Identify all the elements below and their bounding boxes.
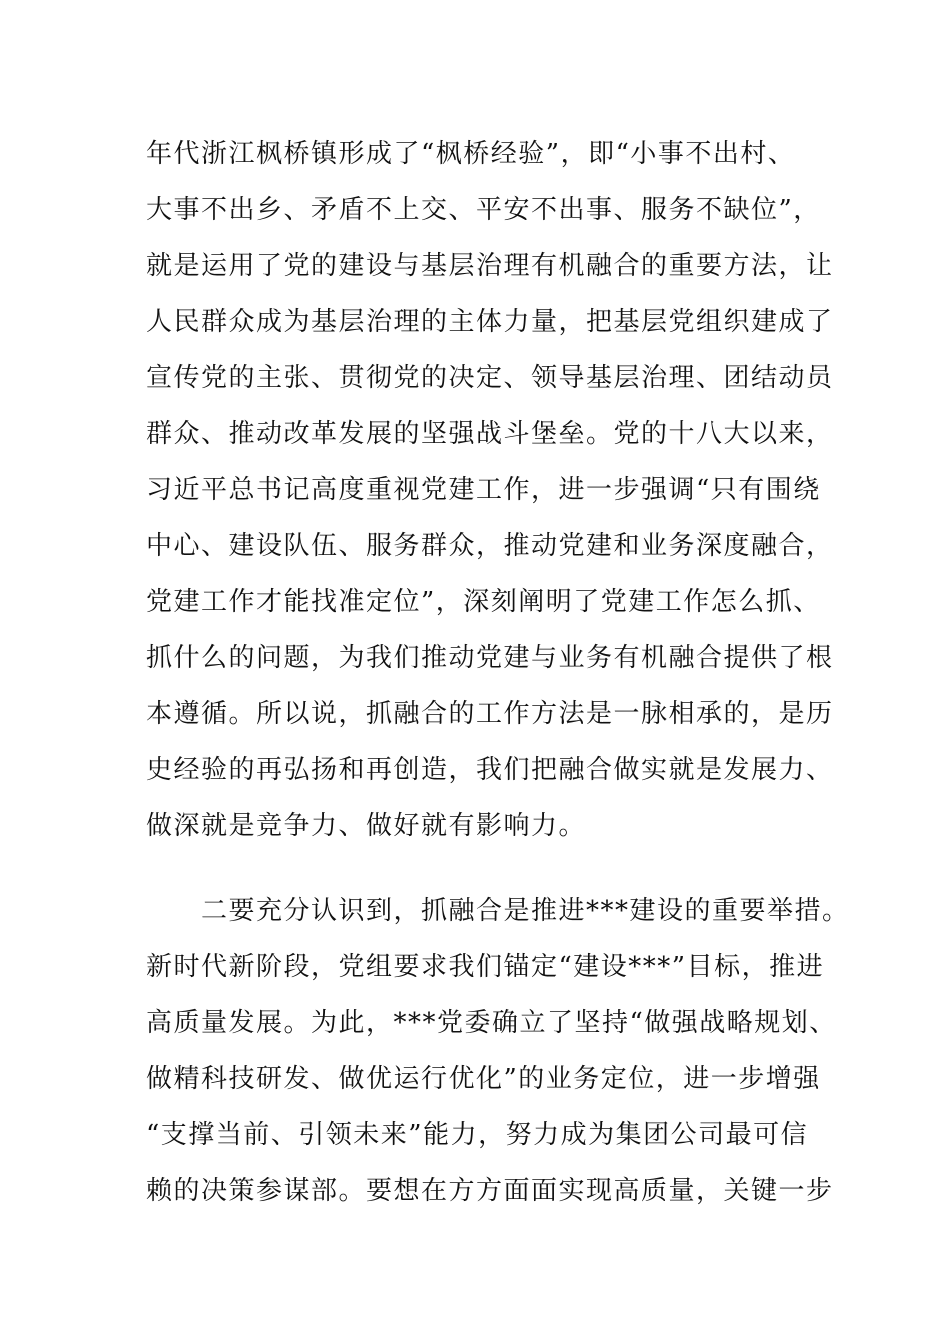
text-line: 中心、建设队伍、服务群众，推动党建和业务深度融合， <box>146 531 834 561</box>
paragraph-1 <box>146 126 834 854</box>
text-line: 二要充分认识到，抓融合是推进***建设的重要举措。 <box>146 896 850 926</box>
text-line: 群众、推动改革发展的坚强战斗堡垒。党的十八大以来， <box>146 419 834 449</box>
text-line: 宣传党的主张、贯彻党的决定、领导基层治理、团结动员 <box>146 363 834 393</box>
text-line: 党建工作才能找准定位”，深刻阐明了党建工作怎么抓、 <box>146 587 821 617</box>
paragraph-2 <box>146 883 850 1219</box>
text-line: 大事不出乡、矛盾不上交、平安不出事、服务不缺位”， <box>146 195 821 225</box>
text-line: “支撑当前、引领未来”能力，努力成为集团公司最可信 <box>146 1120 809 1150</box>
text-line: 年代浙江枫桥镇形成了“枫桥经验”，即“小事不出村、 <box>146 139 796 169</box>
text-line: 做精科技研发、做优运行优化”的业务定位，进一步增强 <box>146 1064 821 1094</box>
text-line: 高质量发展。为此，***党委确立了坚持“做强战略规划、 <box>146 1008 837 1038</box>
text-line: 史经验的再弘扬和再创造，我们把融合做实就是发展力、 <box>146 755 834 785</box>
text-line: 就是运用了党的建设与基层治理有机融合的重要方法，让 <box>146 251 834 281</box>
text-line: 做深就是竞争力、做好就有影响力。 <box>146 811 587 841</box>
text-line: 人民群众成为基层治理的主体力量，把基层党组织建成了 <box>146 307 834 337</box>
text-line: 抓什么的问题，为我们推动党建与业务有机融合提供了根 <box>146 643 834 673</box>
text-line: 赖的决策参谋部。要想在方方面面实现高质量，关键一步 <box>146 1176 834 1206</box>
text-line: 新时代新阶段，党组要求我们锚定“建设***”目标，推进 <box>146 952 825 982</box>
text-line: 习近平总书记高度重视党建工作，进一步强调“只有围绕 <box>146 475 821 505</box>
text-line: 本遵循。所以说，抓融合的工作方法是一脉相承的，是历 <box>146 699 834 729</box>
